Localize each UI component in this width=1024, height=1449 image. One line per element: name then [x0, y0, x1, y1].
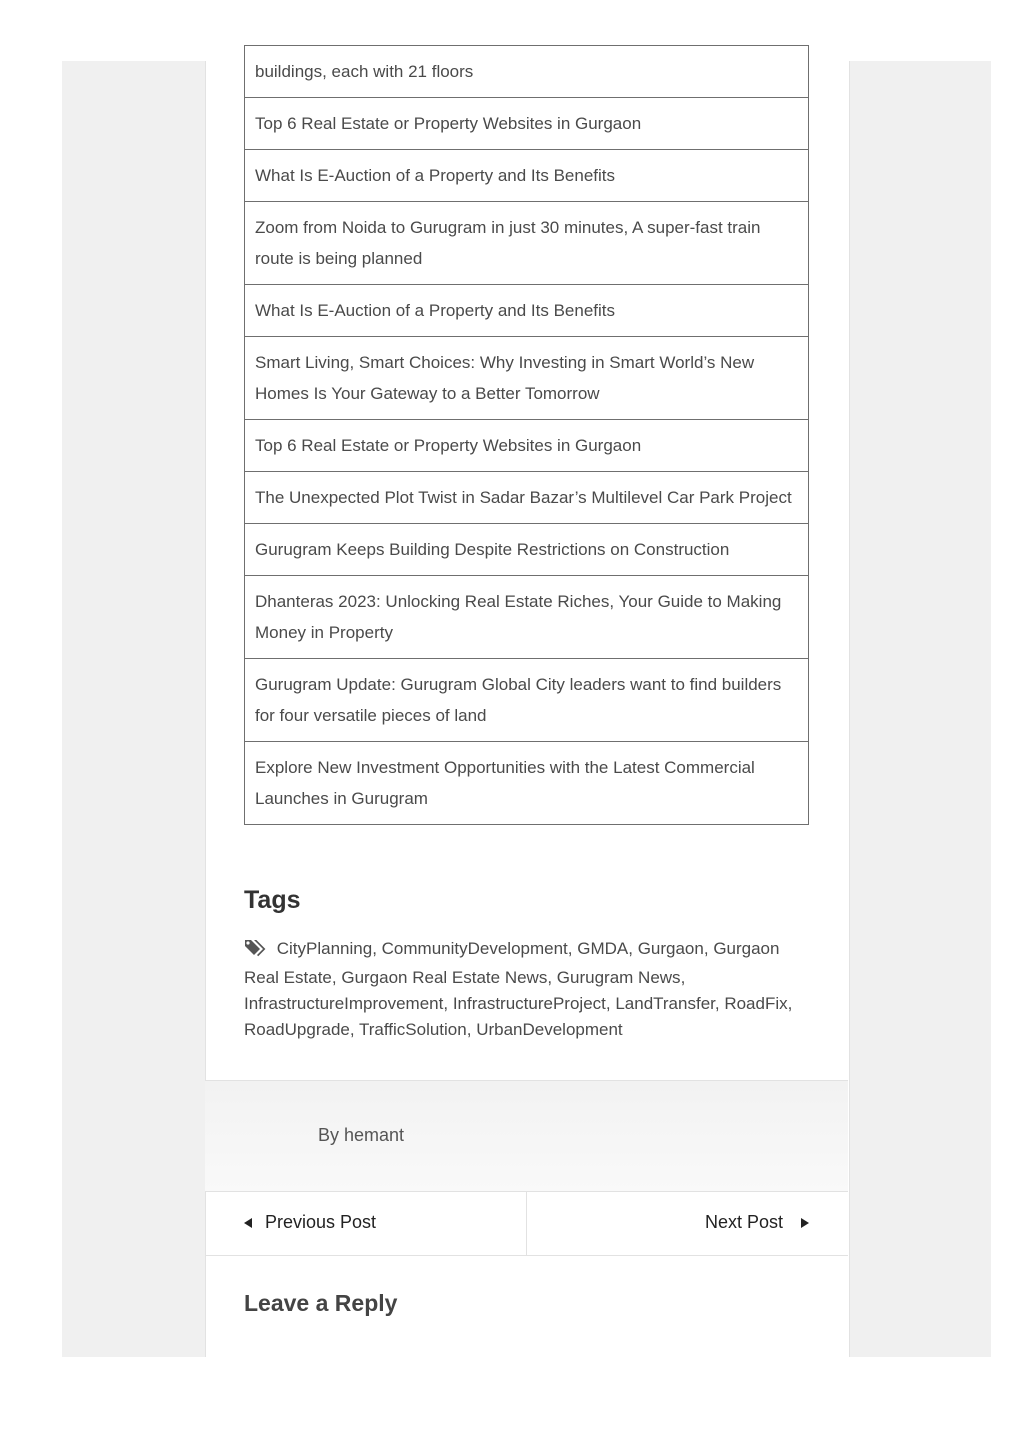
tag-separator: ,	[605, 994, 616, 1013]
tag-separator: ,	[331, 968, 342, 987]
tags-icon	[244, 939, 268, 965]
caret-left-icon	[244, 1218, 252, 1228]
tag-link[interactable]: LandTransfer	[615, 994, 715, 1013]
post-navigation	[205, 1191, 848, 1256]
related-post-cell	[245, 150, 809, 202]
table-row	[245, 46, 809, 98]
tag-link[interactable]: InfrastructureImprovement	[244, 994, 444, 1013]
related-post-cell	[245, 98, 809, 150]
tag-separator: ,	[787, 994, 793, 1013]
related-post-cell	[245, 46, 809, 98]
related-post-link[interactable]: What Is E-Auction of a Property and Its Benefits	[255, 166, 616, 185]
related-post-link[interactable]: Gurugram Keeps Building Despite Restrictions on Construction	[255, 540, 730, 559]
tag-separator: ,	[372, 939, 382, 958]
tag-separator: ,	[714, 994, 725, 1013]
related-post-link[interactable]: Explore New Investment Opportunities with the Latest Commercial Launches in Gurugram	[255, 758, 755, 808]
related-post-link[interactable]: The Unexpected Plot Twist in Sadar Bazar’s Multilevel Car Park Project	[255, 488, 792, 507]
author-byline[interactable]: By hemant	[318, 1125, 405, 1145]
table-row	[245, 742, 809, 825]
related-post-link[interactable]: Gurugram Update: Gurugram Global City leaders want to find builders for four versatile pieces of land	[255, 675, 782, 725]
tag-link[interactable]: CommunityDevelopment	[381, 939, 568, 958]
related-post-cell	[245, 576, 809, 659]
next-post-link[interactable]	[527, 1191, 848, 1255]
caret-right-icon	[801, 1218, 809, 1228]
tag-link[interactable]: Gurgaon Real Estate	[244, 939, 780, 987]
related-post-link[interactable]: Smart Living, Smart Choices: Why Investing in Smart World’s New Homes Is Your Gateway to a Better Tomorrow	[255, 353, 755, 403]
tag-separator: ,	[349, 1020, 359, 1039]
related-post-cell	[245, 202, 809, 285]
tag-link[interactable]: Gurugram News	[556, 968, 681, 987]
table-row	[245, 576, 809, 659]
related-post-cell	[245, 524, 809, 576]
related-post-link[interactable]: Dhanteras 2023: Unlocking Real Estate Riches, Your Guide to Making Money in Property	[255, 592, 782, 642]
related-post-cell	[245, 285, 809, 337]
related-post-cell	[245, 420, 809, 472]
tags-heading: Tags	[244, 886, 301, 914]
table-row	[245, 659, 809, 742]
related-post-link[interactable]: What Is E-Auction of a Property and Its Benefits	[255, 301, 616, 320]
tag-link[interactable]: Gurgaon	[637, 939, 704, 958]
tag-link[interactable]: RoadUpgrade	[244, 1020, 350, 1039]
related-post-cell	[245, 659, 809, 742]
tag-link[interactable]: InfrastructureProject	[452, 994, 606, 1013]
tag-link[interactable]: CityPlanning	[276, 939, 373, 958]
related-post-cell	[245, 472, 809, 524]
table-row	[245, 150, 809, 202]
related-post-cell	[245, 337, 809, 420]
tag-separator: ,	[703, 939, 714, 958]
table-row	[245, 98, 809, 150]
related-post-link[interactable]: Zoom from Noida to Gurugram in just 30 minutes, A super-fast train route is being planned	[255, 218, 761, 268]
tag-separator: ,	[680, 968, 686, 987]
leave-reply-heading: Leave a Reply	[244, 1290, 398, 1316]
previous-post-link[interactable]	[205, 1191, 527, 1255]
tag-link[interactable]: GMDA	[577, 939, 629, 958]
tag-separator: ,	[567, 939, 578, 958]
related-posts-table	[244, 45, 809, 825]
tag-separator: ,	[466, 1020, 477, 1039]
table-row	[245, 420, 809, 472]
table-row	[245, 337, 809, 420]
tag-separator: ,	[443, 994, 453, 1013]
tags-list	[244, 936, 809, 1043]
tag-separator: ,	[547, 968, 557, 987]
tag-link[interactable]: Gurgaon Real Estate News	[341, 968, 548, 987]
previous-post-label[interactable]: Previous Post	[265, 1212, 377, 1232]
tag-link[interactable]: TrafficSolution	[359, 1020, 467, 1039]
tag-link[interactable]: UrbanDevelopment	[476, 1020, 623, 1039]
related-post-link[interactable]: buildings, each with 21 floors	[255, 62, 474, 81]
related-post-cell	[245, 742, 809, 825]
next-post-label[interactable]: Next Post	[704, 1212, 783, 1232]
table-row	[245, 202, 809, 285]
tag-link[interactable]: RoadFix	[724, 994, 788, 1013]
related-post-link[interactable]: Top 6 Real Estate or Property Websites in Gurgaon	[255, 114, 642, 133]
table-row	[245, 285, 809, 337]
related-post-link[interactable]: Top 6 Real Estate or Property Websites in Gurgaon	[255, 436, 642, 455]
table-row	[245, 524, 809, 576]
tag-separator: ,	[628, 939, 638, 958]
author-box	[205, 1080, 848, 1192]
table-row	[245, 472, 809, 524]
